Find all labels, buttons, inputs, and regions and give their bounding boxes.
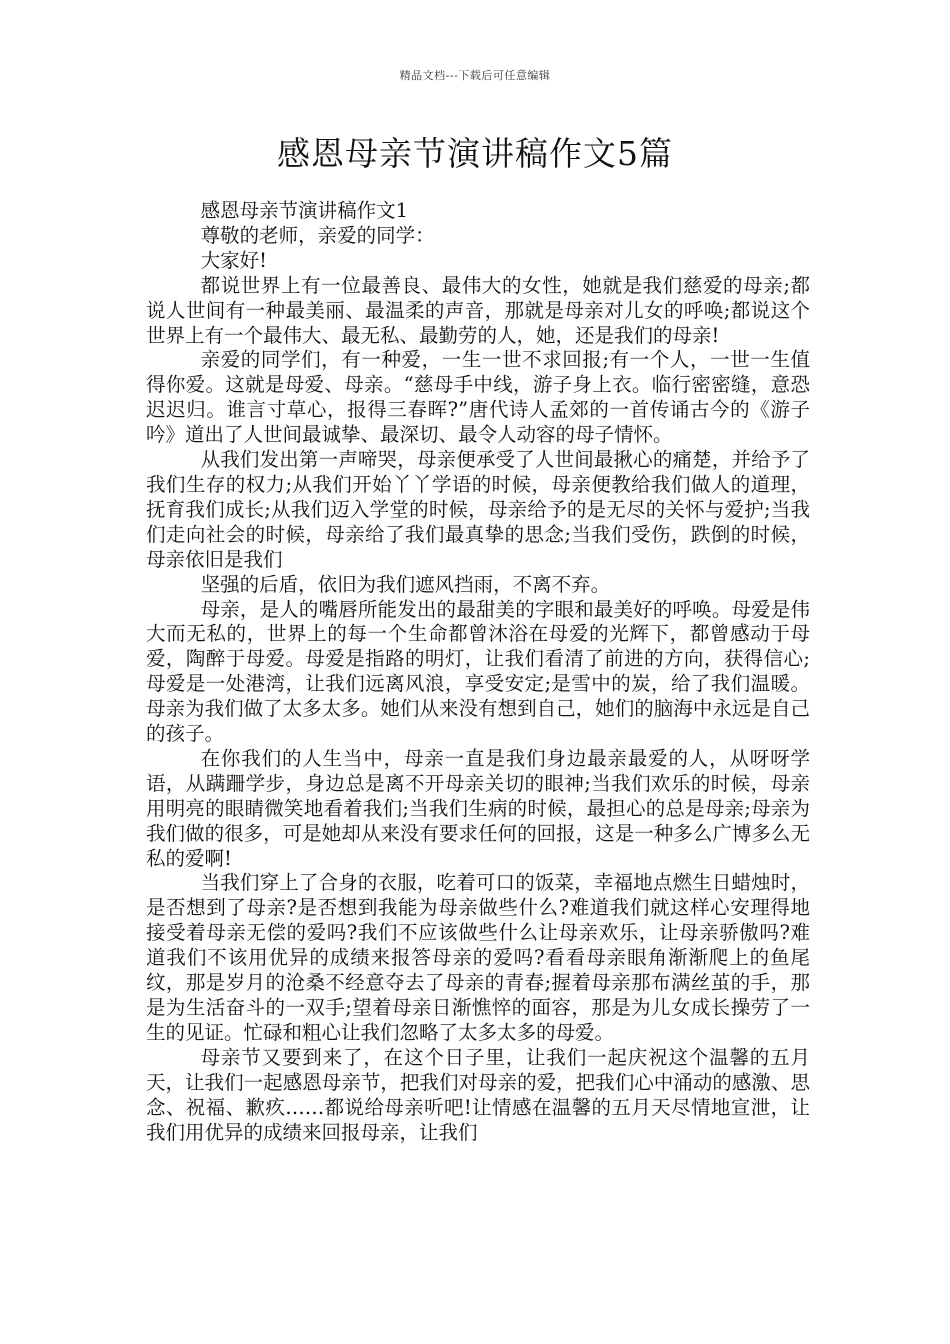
paragraph: 母亲节又要到来了，在这个日子里，让我们一起庆祝这个温馨的五月天，让我们一起感恩母亲节，把我们对母亲的爱，把我们心中涌动的感激、思念、祝福、歉疚……都说给母亲听吧!让情感在温馨的五月天尽情地宣泄，让我们用优异的成绩来回报母亲，让我们: [146, 1045, 810, 1144]
paragraph: 在你我们的人生当中，母亲一直是我们身边最亲最爱的人，从呀呀学语，从蹒跚学步，身边总是离不开母亲关切的眼神;当我们欢乐的时候，母亲用明亮的眼睛微笑地看着我们;当我们生病的时候，最担心的总是母亲;母亲为我们做的很多，可是她却从来没有要求任何的回报，这是一种多么广博多么无私的爱啊!: [146, 746, 810, 870]
paragraph: 都说世界上有一位最善良、最伟大的女性，她就是我们慈爱的母亲;都说人世间有一种最美丽、最温柔的声音，那就是母亲对儿女的呼唤;都说这个世界上有一个最伟大、最无私、最勤劳的人，她，还是我们的母亲!: [146, 273, 810, 347]
paragraph: 亲爱的同学们，有一种爱，一生一世不求回报;有一个人，一世一生值得你爱。这就是母爱、母亲。“慈母手中线，游子身上衣。临行密密缝，意恐迟迟归。谁言寸草心，报得三春晖?”唐代诗人孟郊的一首传诵古今的《游子吟》道出了人世间最诚挚、最深切、最令人动容的母子情怀。: [146, 348, 810, 447]
paragraph: 当我们穿上了合身的衣服，吃着可口的饭菜，幸福地点燃生日蜡烛时，是否想到了母亲?是否想到我能为母亲做些什么?难道我们就这样心安理得地接受着母亲无偿的爱吗?我们不应该做些什么让母亲欢乐，让母亲骄傲吗?难道我们不该用优异的成绩来报答母亲的爱吗?看看母亲眼角渐渐爬上的鱼尾纹，那是岁月的沧桑不经意夺去了母亲的青春;握着母亲那布满丝茧的手，那是为生活奋斗的一双手;望着母亲日渐憔悴的面容，那是为儿女成长操劳了一生的见证。忙碌和粗心让我们忽略了太多太多的母爱。: [146, 871, 810, 1044]
document-title: 感恩母亲节演讲稿作文5篇: [277, 134, 673, 173]
greeting: 大家好!: [200, 248, 267, 272]
salutation: 尊敬的老师，亲爱的同学：: [200, 223, 435, 247]
header-note: 精品文档---下载后可任意编辑: [399, 69, 551, 82]
paragraph: 坚强的后盾，依旧为我们遮风挡雨，不离不弃。: [200, 572, 611, 596]
paragraph: 母亲，是人的嘴唇所能发出的最甜美的字眼和最美好的呼唤。母爱是伟大而无私的，世界上的每一个生命都曾沐浴在母爱的光辉下，都曾感动于母爱，陶醉于母爱。母爱是指路的明灯，让我们看清了前进的方向，获得信心;母爱是一处港湾，让我们远离风浪，享受安定;是雪中的炭，给了我们温暖。母亲为我们做了太多太多。她们从来没有想到自己，她们的脑海中永远是自己的孩子。: [146, 597, 810, 746]
document-body: [146, 199, 810, 1145]
paragraph: 从我们发出第一声啼哭，母亲便承受了人世间最揪心的痛楚，并给予了我们生存的权力;从我们开始丫丫学语的时候，母亲便教给我们做人的道理，抚育我们成长;从我们迈入学堂的时候，母亲给予的是无尽的关怀与爱护;当我们走向社会的时候，母亲给了我们最真挚的思念;当我们受伤，跌倒的时候，母亲依旧是我们: [146, 448, 810, 571]
section-heading: 感恩母亲节演讲稿作文1: [200, 199, 409, 222]
